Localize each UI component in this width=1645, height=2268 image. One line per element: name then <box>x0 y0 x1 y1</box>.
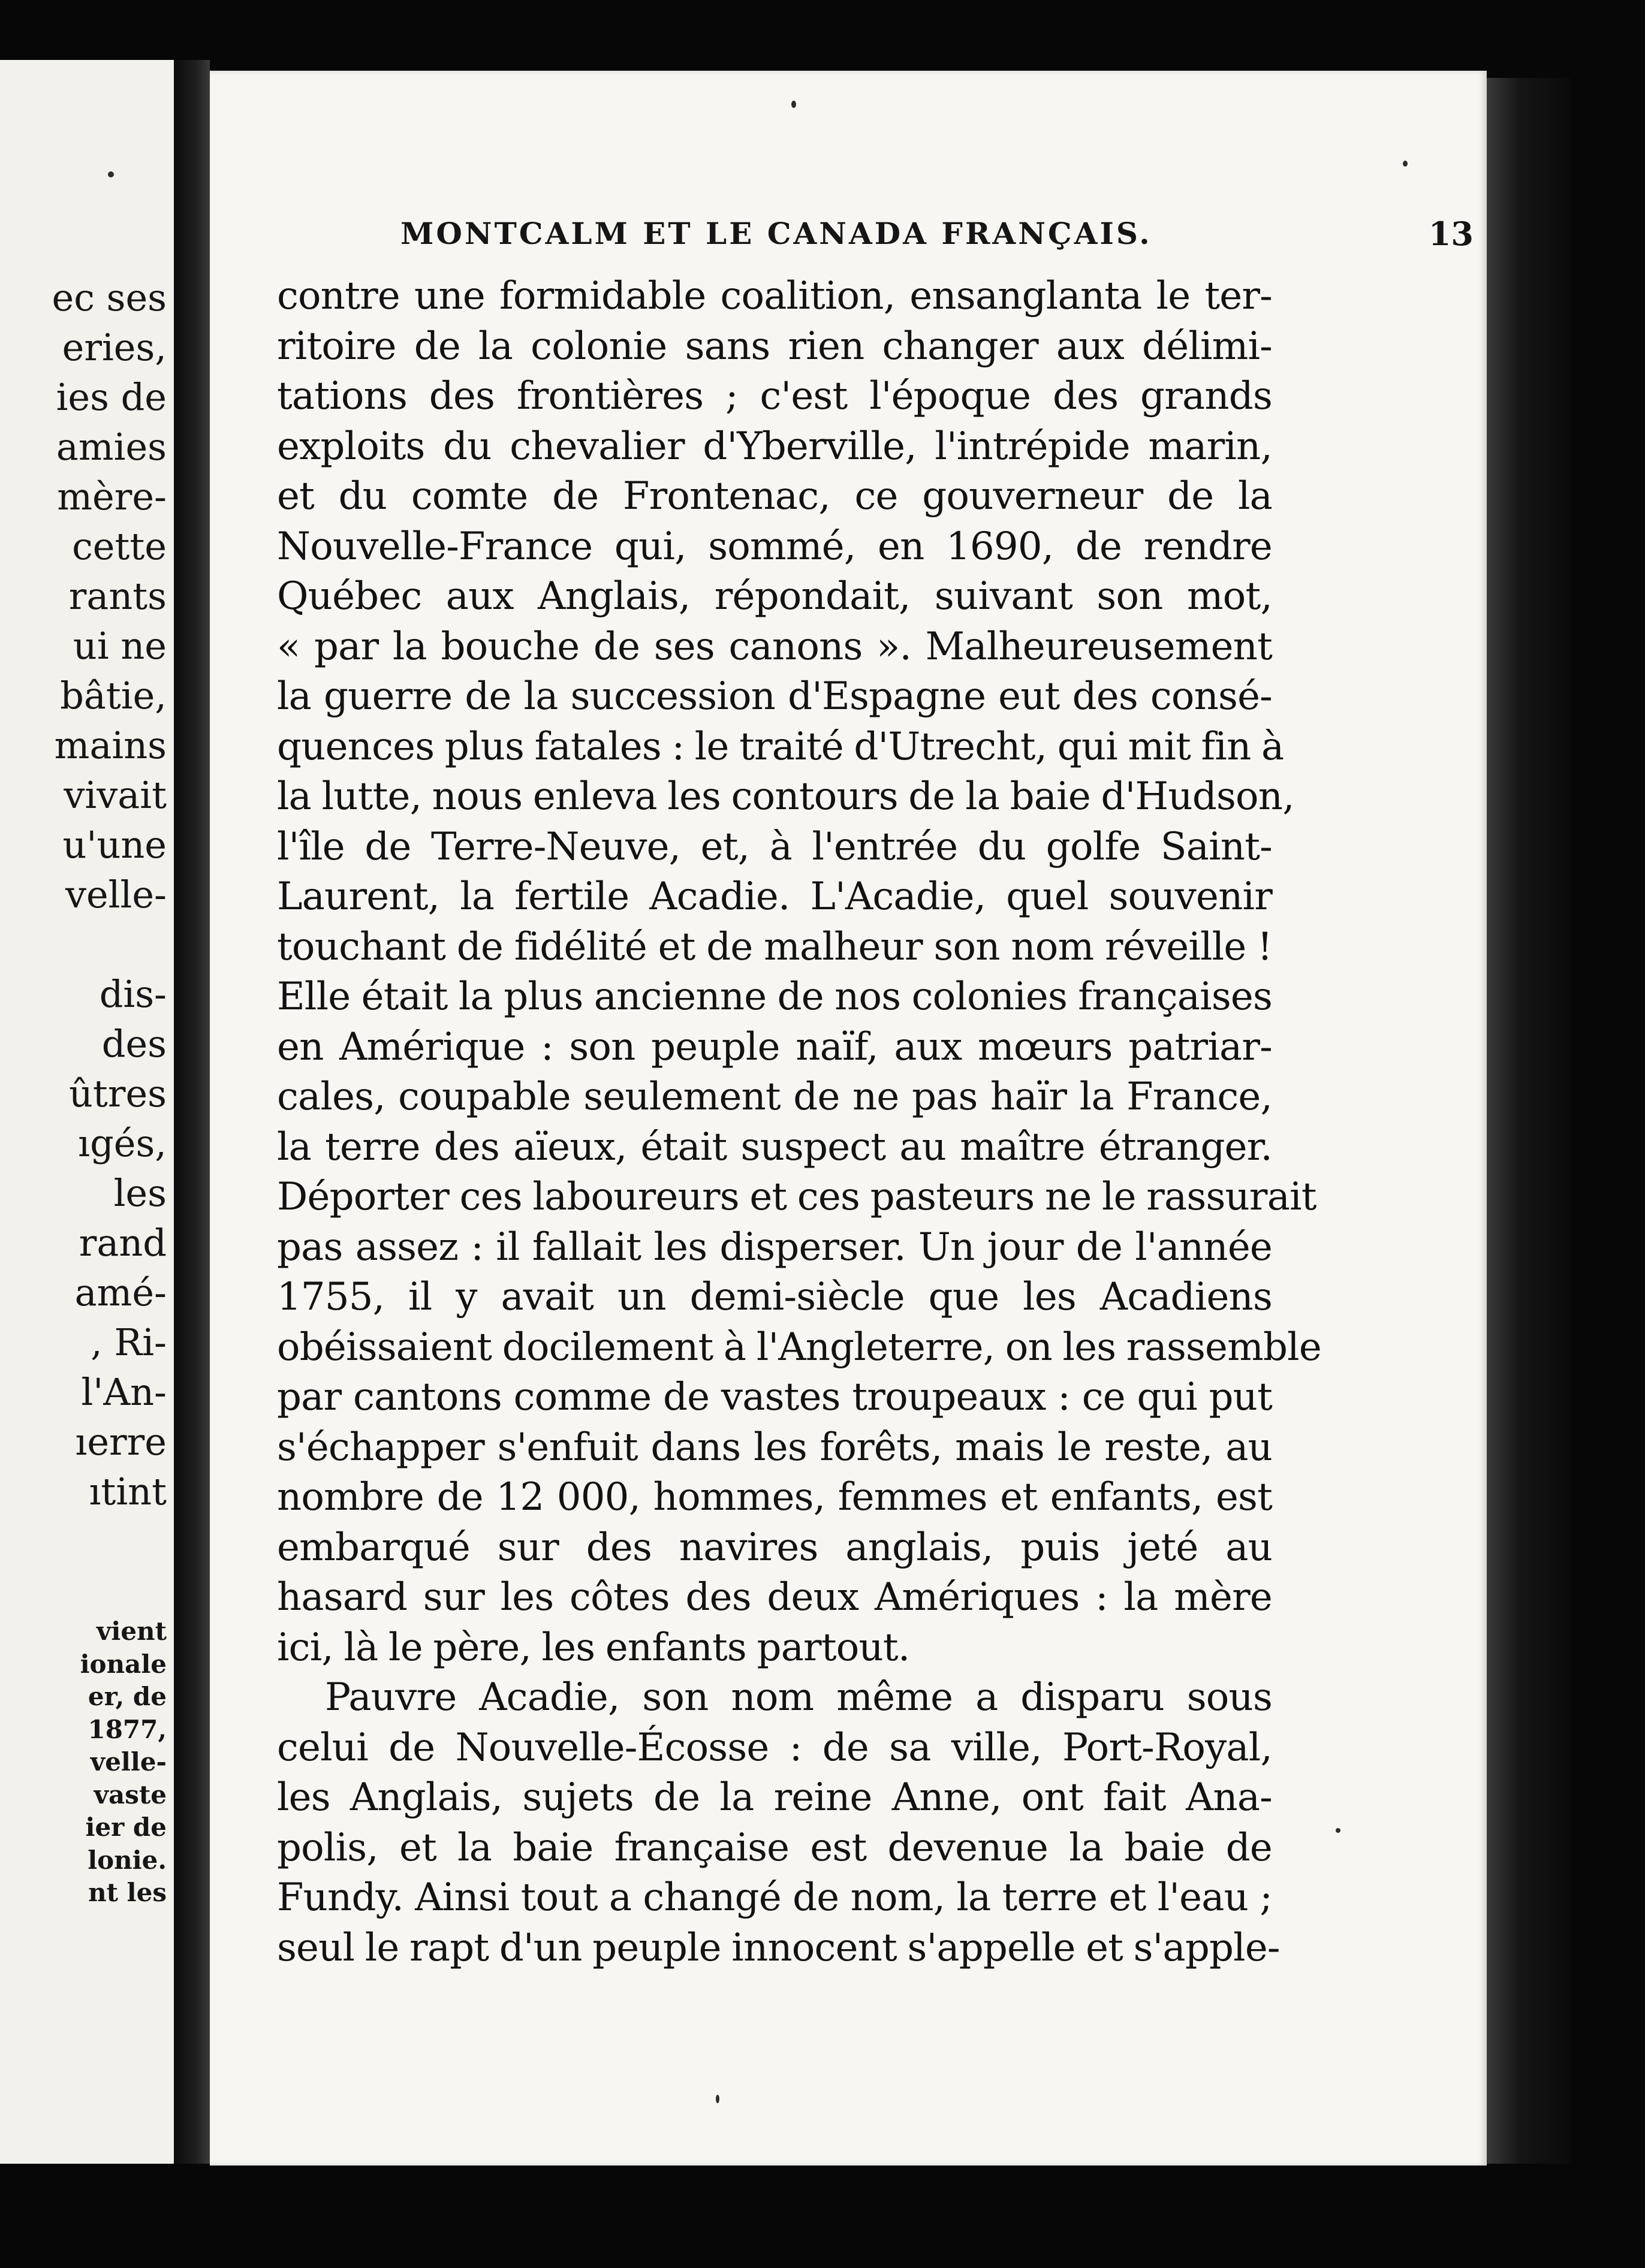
text-line: « par la bouche de ses canons ». Malheureusement <box>277 624 1272 669</box>
text-line: exploits du chevalier d'Yberville, l'intrépide marin, <box>277 424 1272 469</box>
left-page-fragment: rants <box>68 574 167 618</box>
text-line: la lutte, nous enleva les contours de la baie d'Hudson, <box>277 774 1294 819</box>
text-line: quences plus fatales : le traité d'Utrecht, qui mit fin à <box>277 724 1284 769</box>
left-page-fragment: l'An- <box>81 1370 167 1414</box>
left-page-fragment: dis- <box>99 972 167 1016</box>
page-number: 13 <box>1428 215 1474 253</box>
text-line: 1755, il y avait un demi-siècle que les Acadiens <box>277 1275 1272 1319</box>
scan-speck <box>791 101 796 108</box>
left-page-text-fragments <box>52 273 167 1516</box>
scan-speck <box>1403 161 1408 167</box>
running-title: MONTCALM ET LE CANADA FRANÇAIS. <box>400 216 1152 251</box>
scan-speck <box>108 171 114 177</box>
left-page-fragment: vivait <box>64 773 167 817</box>
scan-speck <box>716 2095 719 2103</box>
left-page-fragment: rand <box>79 1221 167 1265</box>
text-line: celui de Nouvelle-Écosse : de sa ville, Port-Royal, <box>277 1725 1272 1770</box>
left-page-fragment: mains <box>54 723 167 767</box>
text-line: et du comte de Frontenac, ce gouverneur de la <box>277 474 1272 518</box>
text-line: l'île de Terre-Neuve, et, à l'entrée du golfe Saint- <box>277 824 1272 869</box>
left-page-footnote-fragments <box>80 1615 167 1910</box>
left-page-note-fragment: nt les <box>88 1878 167 1907</box>
text-line: pas assez : il fallait les disperser. Un jour de l'année <box>277 1225 1272 1269</box>
left-page-note-fragment: vaste <box>94 1780 167 1809</box>
text-line: Déporter ces laboureurs et ces pasteurs ne le rassurait <box>277 1175 1316 1219</box>
left-page-fragment: velle- <box>65 873 167 916</box>
right-page <box>210 71 1487 2166</box>
text-line: polis, et la baie française est devenue la baie de <box>277 1825 1272 1870</box>
text-line: ritoire de la colonie sans rien changer aux délimi- <box>277 324 1272 369</box>
text-line: Fundy. Ainsi tout a changé de nom, la terre et l'eau ; <box>277 1875 1272 1920</box>
left-page-fragment: eries, <box>62 325 167 369</box>
text-line: seul le rapt d'un peuple innocent s'appelle et s'apple- <box>277 1925 1280 1970</box>
text-line: Elle était la plus ancienne de nos colonies françaises <box>277 975 1272 1019</box>
left-page-fragment: ec ses <box>52 276 167 319</box>
running-head <box>400 210 1474 258</box>
left-page-note-fragment: velle- <box>90 1747 167 1777</box>
left-page-fragment: , Ri- <box>91 1320 167 1364</box>
left-page-fragment <box>52 919 167 969</box>
page-edge-shadow <box>1487 78 1571 2164</box>
text-line: la terre des aïeux, était suspect au maître étranger. <box>277 1124 1272 1169</box>
left-page-fragment: ies de <box>56 375 167 419</box>
text-line: Pauvre Acadie, son nom même a disparu sous <box>325 1675 1272 1720</box>
left-page-note-fragment: lonie. <box>88 1845 167 1875</box>
left-page-fragment: ıtint <box>89 1470 167 1513</box>
left-page-fragment: ıerre <box>75 1420 167 1464</box>
text-line: tations des frontières ; c'est l'époque des grands <box>277 374 1272 418</box>
left-page-fragment: ûtres <box>69 1072 167 1115</box>
left-page-note-fragment: vient <box>96 1616 167 1646</box>
text-line: contre une formidable coalition, ensanglanta le ter- <box>277 274 1272 318</box>
left-page-note-fragment: er, de <box>88 1682 167 1711</box>
left-page-fragment: les <box>113 1171 167 1215</box>
text-line: Québec aux Anglais, répondait, suivant son mot, <box>277 574 1272 619</box>
text-line: Nouvelle-France qui, sommé, en 1690, de rendre <box>277 524 1272 569</box>
text-line: embarqué sur des navires anglais, puis jeté au <box>277 1525 1272 1570</box>
left-page-fragment: cette <box>72 524 167 568</box>
left-page-note-fragment: ionale <box>80 1649 167 1679</box>
left-page-fragment: amies <box>56 425 167 469</box>
text-line: touchant de fidélité et de malheur son nom réveille ! <box>277 924 1272 969</box>
left-page-fragment: des <box>101 1022 167 1066</box>
text-line: ici, là le père, les enfants partout. <box>277 1625 910 1670</box>
text-line: Laurent, la fertile Acadie. L'Acadie, quel souvenir <box>277 874 1272 919</box>
book-gutter <box>174 60 210 2164</box>
text-line: obéissaient docilement à l'Angleterre, on les rassemble <box>277 1325 1321 1370</box>
text-line: hasard sur les côtes des deux Amériques : la mère <box>277 1575 1272 1619</box>
text-line: s'échapper s'enfuit dans les forêts, mais le reste, au <box>277 1425 1272 1470</box>
left-page-fragment: amé- <box>74 1271 167 1314</box>
left-page-fragment: ıgés, <box>78 1121 167 1165</box>
left-page-fragment: mère- <box>57 475 167 518</box>
text-line: cales, coupable seulement de ne pas haïr la France, <box>277 1075 1272 1119</box>
left-page-fragment: bâtie, <box>60 674 167 717</box>
text-line: en Amérique : son peuple naïf, aux mœurs patriar- <box>277 1024 1272 1069</box>
text-line: par cantons comme de vastes troupeaux : ce qui put <box>277 1375 1272 1419</box>
left-page-fragment: ui ne <box>73 624 167 668</box>
text-line: nombre de 12 000, hommes, femmes et enfants, est <box>277 1475 1272 1519</box>
left-page-fragment: u'une <box>62 823 167 867</box>
left-page-note-fragment: 1877, <box>88 1714 167 1744</box>
left-page-note-fragment: ier de <box>85 1812 167 1842</box>
body-text <box>277 272 1321 1973</box>
text-line: la guerre de la succession d'Espagne eut des consé- <box>277 674 1272 719</box>
left-facing-page <box>0 60 177 2164</box>
text-line: les Anglais, sujets de la reine Anne, ont fait Ana- <box>277 1775 1272 1820</box>
scan-speck <box>1336 1828 1340 1833</box>
